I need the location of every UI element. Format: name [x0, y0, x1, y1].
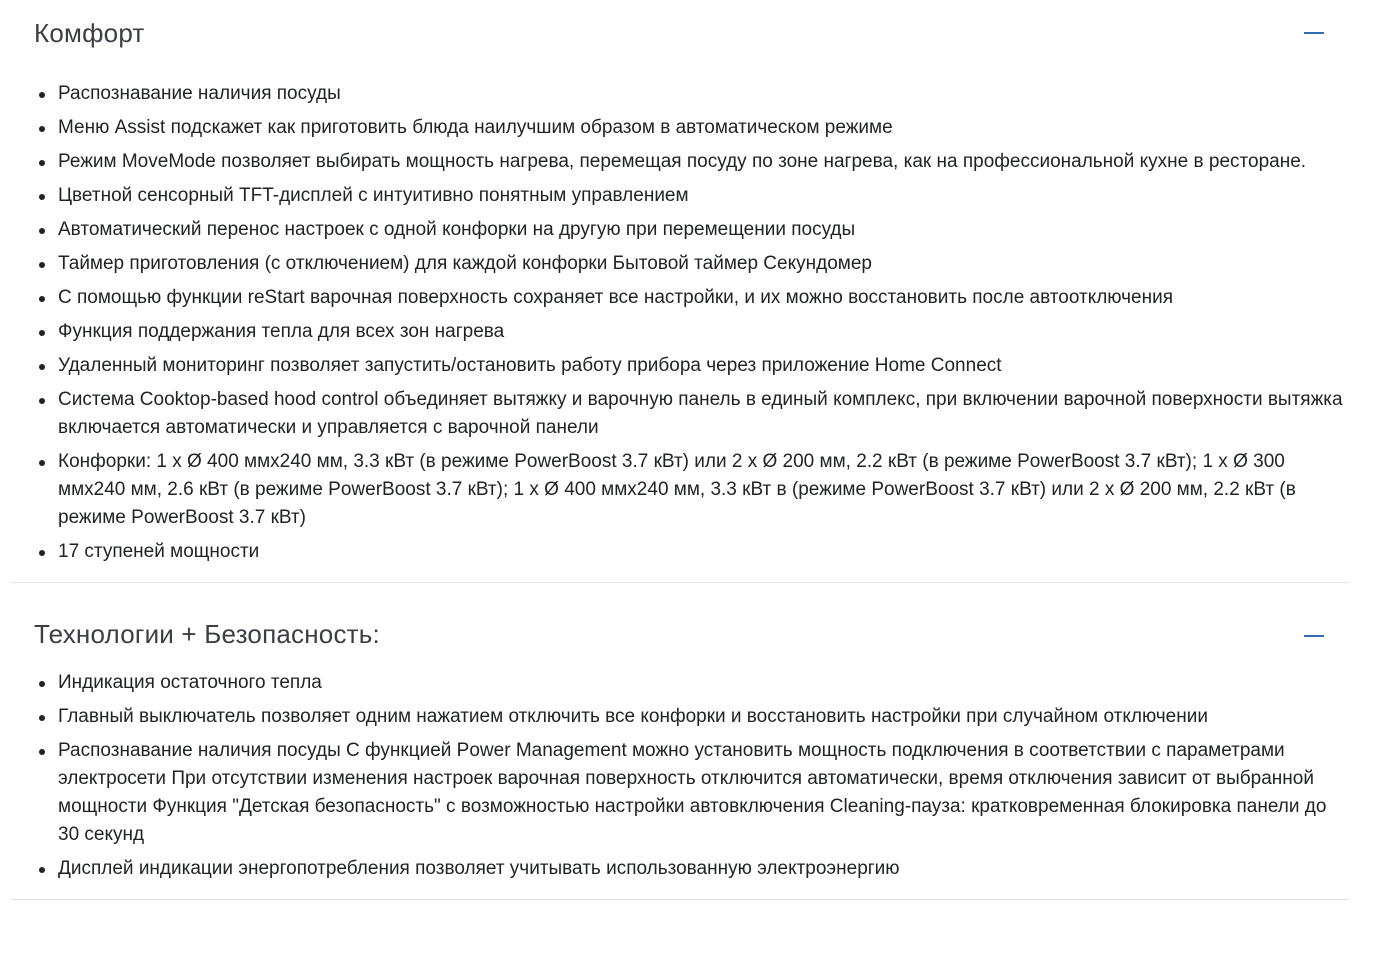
list-item [10, 386, 1350, 442]
list-item-text: Индикация остаточного тепла [58, 672, 322, 693]
list-item-text: Таймер приготовления (с отключением) для каждой конфорки Бытовой таймер Секундомер [58, 253, 872, 274]
list-item [10, 148, 1350, 176]
list-item-text: Распознавание наличия посуды [58, 83, 341, 104]
section-header-technology-safety[interactable] [10, 583, 1350, 659]
list-item-text: Распознавание наличия посуды С функцией Power Management можно установить мощность подключения в соответствии с параметрами электросети При отсутствии изменения настроек варочная поверхность отключится автоматически, время отключения зависит от выбранной мощности Функция "Детская безопасность" с возможностью настройки автовключения Cleaning-пауза: кратковременная блокировка панели до 30 секунд [58, 740, 1327, 845]
list-item-text: Система Cooktop-based hood control объединяет вытяжку и варочную панель в единый комплекс, при включении варочной поверхности вытяжка включается автоматически и управляется с варочной панели [58, 389, 1343, 438]
list-item-text: Удаленный мониторинг позволяет запустить/остановить работу прибора через приложение Home Connect [58, 355, 1002, 376]
list-item-text: Конфорки: 1 x Ø 400 ммx240 мм, 3.3 кВт (в режиме PowerBoost 3.7 кВт) или 2 x Ø 200 мм, 2.2 кВт (в режиме PowerBoost 3.7 кВт); 1 x Ø 300 ммx240 мм, 2.6 кВт (в режиме PowerBoost 3.7 кВт); 1 x Ø 400 ммx240 мм, 3.3 кВт в (режиме PowerBoost 3.7 кВт) или 2 x Ø 200 мм, 2.2 кВт (в режиме PowerBoost 3.7 кВт) [58, 451, 1296, 528]
bullet-icon [39, 194, 45, 200]
section-title: Технологии + Безопасность: [34, 619, 380, 649]
bullet-icon [39, 92, 45, 98]
feature-list [10, 659, 1350, 899]
section-title: Комфорт [34, 18, 145, 48]
list-item [10, 318, 1350, 346]
bullet-icon [39, 749, 45, 755]
bullet-icon [39, 160, 45, 166]
list-item [10, 855, 1350, 883]
feature-list [10, 66, 1350, 582]
bullet-icon [39, 262, 45, 268]
bullet-icon [39, 364, 45, 370]
list-item [10, 284, 1350, 312]
list-item-text: 17 ступеней мощности [58, 541, 260, 562]
list-item [10, 669, 1350, 697]
collapse-minus-icon[interactable] [1304, 32, 1324, 34]
list-item [10, 114, 1350, 142]
list-item-text: Главный выключатель позволяет одним нажатием отключить все конфорки и восстановить настройки при случайном отключении [58, 706, 1208, 727]
section-header-comfort[interactable] [10, 0, 1350, 66]
bullet-icon [39, 715, 45, 721]
list-item [10, 80, 1350, 108]
list-item [10, 448, 1350, 532]
list-item [10, 352, 1350, 380]
list-item-text: Функция поддержания тепла для всех зон нагрева [58, 321, 505, 342]
list-item [10, 216, 1350, 244]
bullet-icon [39, 398, 45, 404]
list-item [10, 538, 1350, 566]
bullet-icon [39, 228, 45, 234]
list-item-text: Автоматический перенос настроек с одной конфорки на другую при перемещении посуды [58, 219, 856, 240]
list-item [10, 182, 1350, 210]
accordion [10, 0, 1350, 900]
bullet-icon [39, 330, 45, 336]
bullet-icon [39, 681, 45, 687]
list-item-text: С помощью функции reStart варочная поверхность сохраняет все настройки, и их можно восстановить после автоотключения [58, 287, 1173, 308]
list-item [10, 737, 1350, 849]
section-comfort [10, 0, 1350, 583]
list-item-text: Меню Assist подскажет как приготовить блюда наилучшим образом в автоматическом режиме [58, 117, 893, 138]
list-item [10, 703, 1350, 731]
collapse-minus-icon[interactable] [1304, 635, 1324, 637]
list-item-text: Режим MoveMode позволяет выбирать мощность нагрева, перемещая посуду по зоне нагрева, как на профессиональной кухне в ресторане. [58, 151, 1307, 172]
list-item [10, 250, 1350, 278]
section-technology-safety [10, 583, 1350, 900]
list-item-text: Дисплей индикации энергопотребления позволяет учитывать использованную электроэнергию [58, 858, 900, 879]
bullet-icon [39, 296, 45, 302]
bullet-icon [39, 126, 45, 132]
bullet-icon [39, 867, 45, 873]
bullet-icon [39, 550, 45, 556]
bullet-icon [39, 460, 45, 466]
list-item-text: Цветной сенсорный TFT-дисплей с интуитивно понятным управлением [58, 185, 689, 206]
